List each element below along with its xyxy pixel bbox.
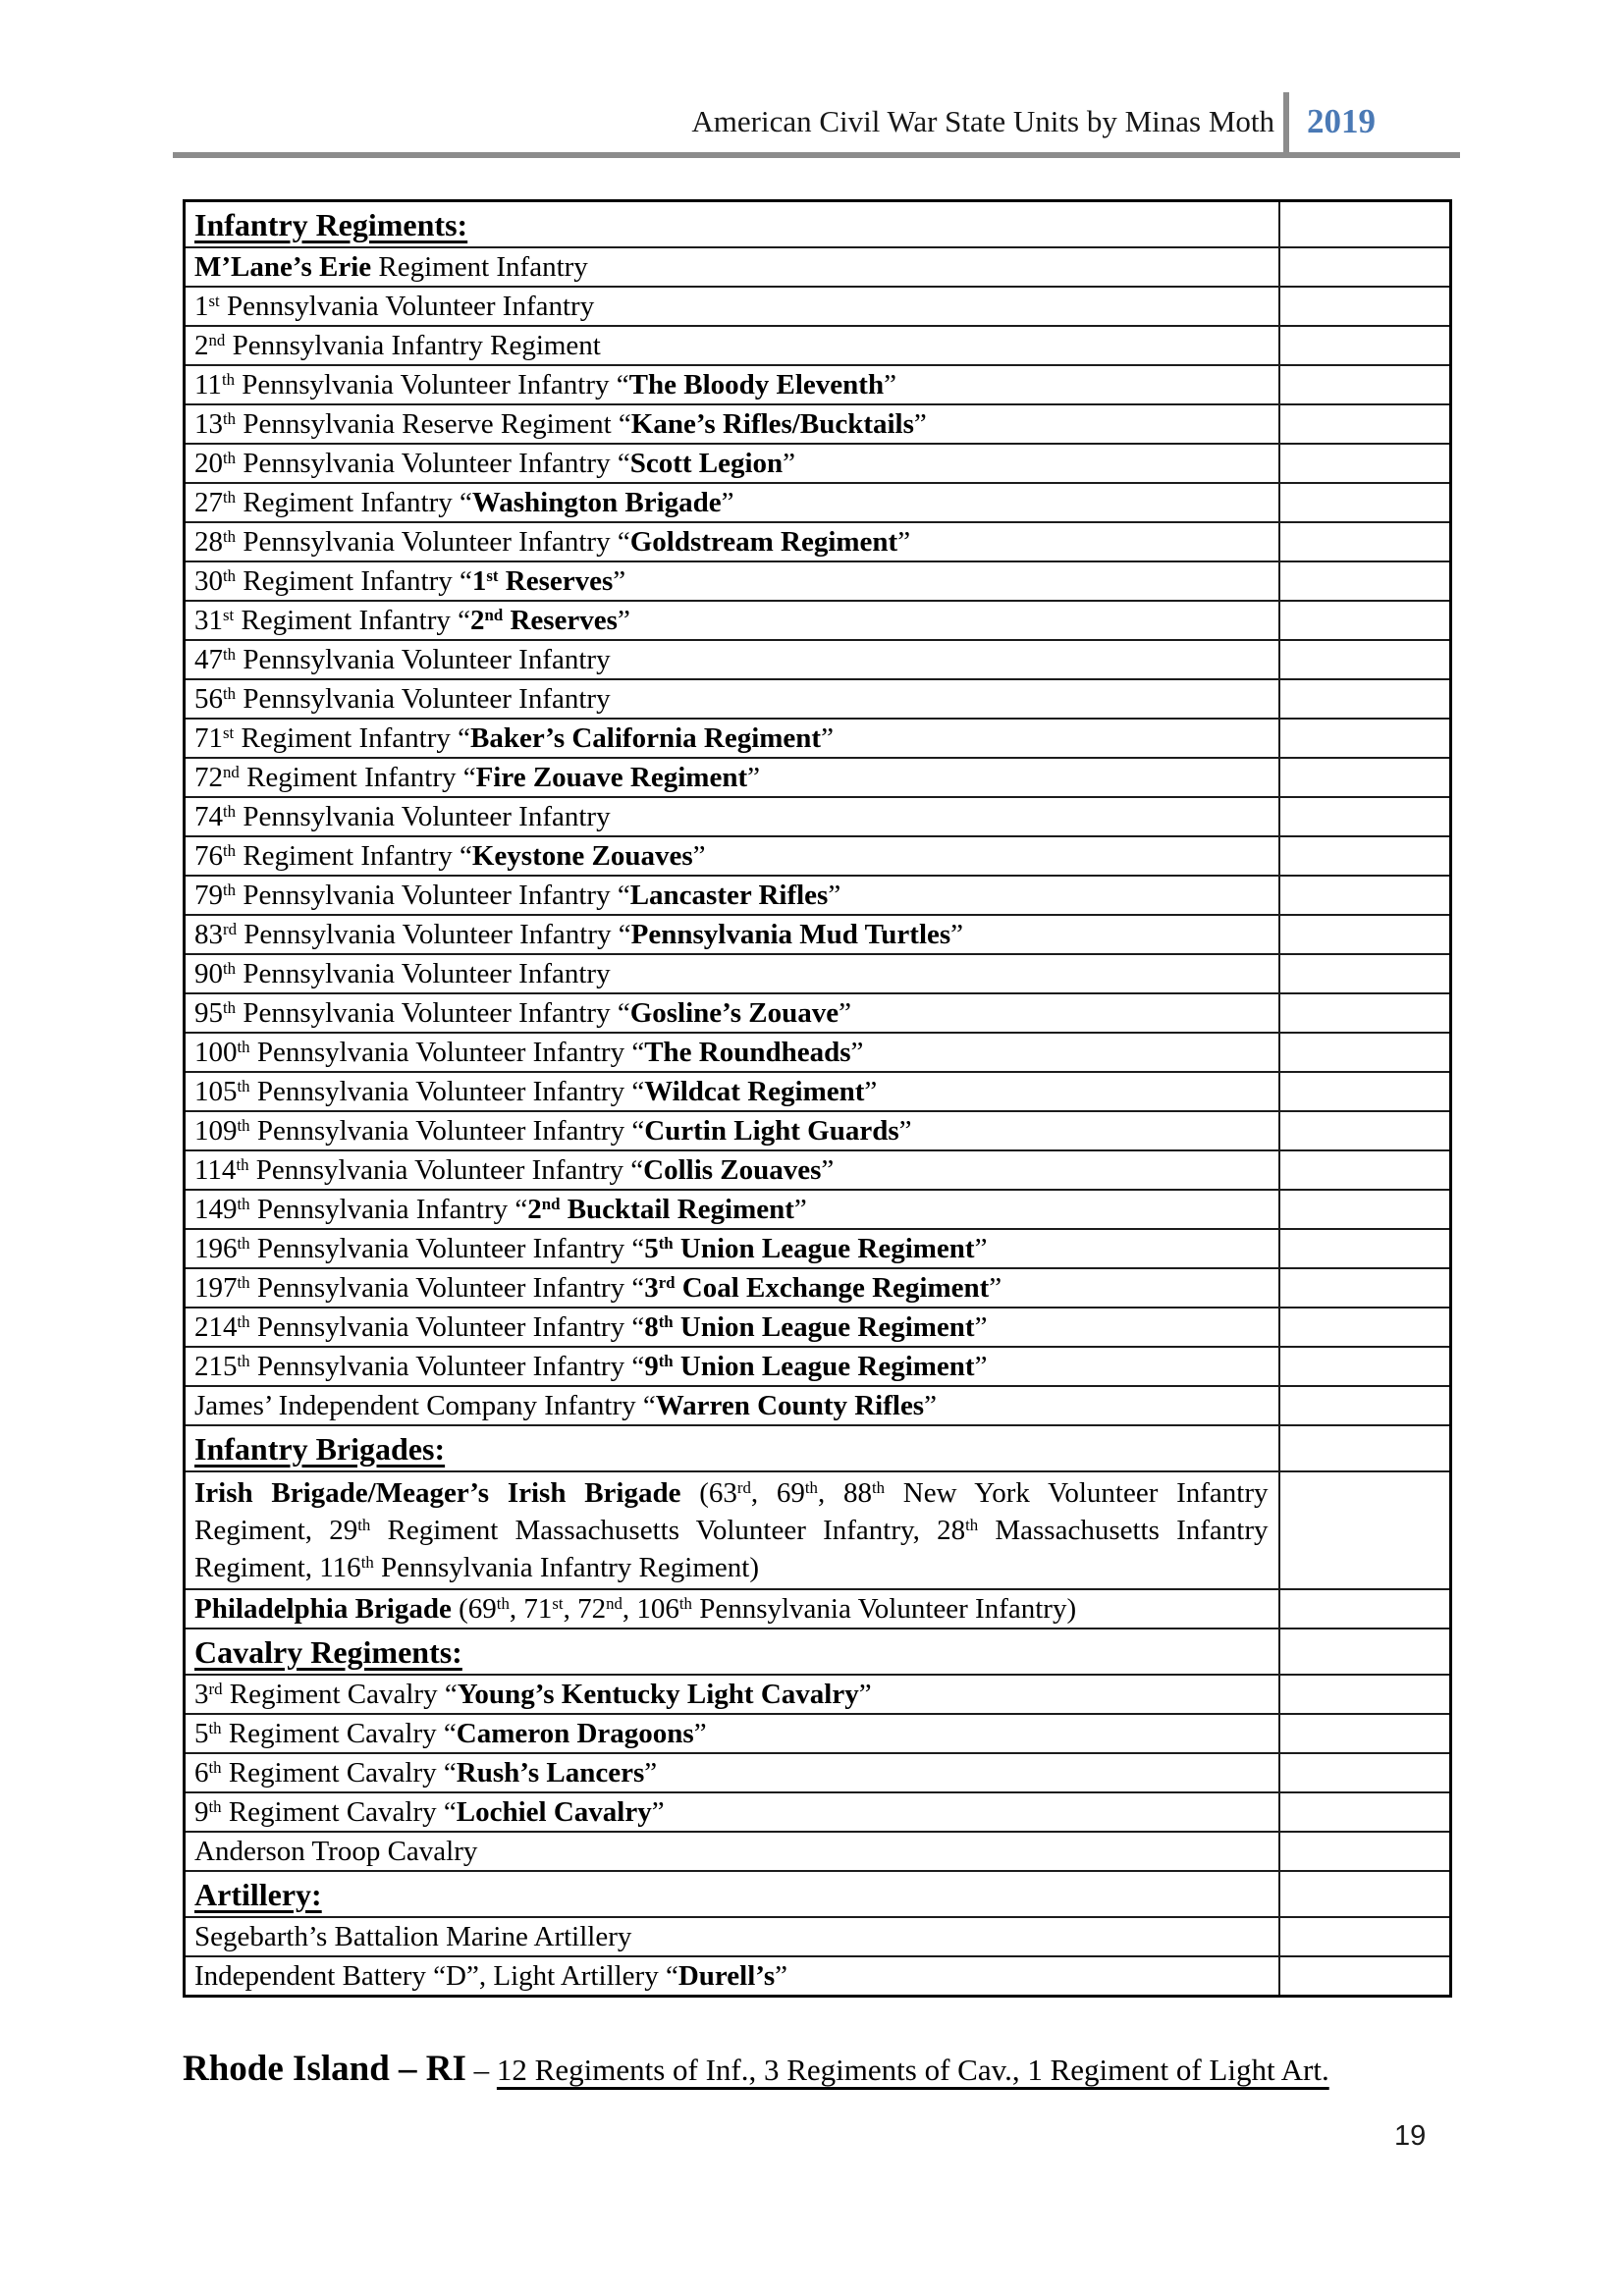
unit-name-cell: 56th Pennsylvania Volunteer Infantry (185, 679, 1279, 719)
unit-row (185, 915, 1451, 954)
unit-name-cell: Philadelphia Brigade (69th, 71st, 72nd, 106th Pennsylvania Volunteer Infantry) (185, 1589, 1279, 1629)
notes-cell (1279, 1150, 1451, 1190)
unit-name-cell: 5th Regiment Cavalry “Cameron Dragoons” (185, 1714, 1279, 1753)
notes-cell (1279, 1229, 1451, 1268)
notes-cell (1279, 1792, 1451, 1832)
notes-cell (1279, 876, 1451, 915)
notes-cell (1279, 326, 1451, 365)
unit-row (185, 1471, 1451, 1589)
unit-name-cell: 196th Pennsylvania Volunteer Infantry “5th Union League Regiment” (185, 1229, 1279, 1268)
unit-name-cell: Independent Battery “D”, Light Artillery “Durell’s” (185, 1956, 1279, 1997)
notes-cell (1279, 679, 1451, 719)
notes-cell (1279, 1425, 1451, 1471)
notes-cell (1279, 201, 1451, 248)
unit-name-cell: 109th Pennsylvania Volunteer Infantry “Curtin Light Guards” (185, 1111, 1279, 1150)
notes-cell (1279, 836, 1451, 876)
notes-cell (1279, 1471, 1451, 1589)
notes-cell (1279, 601, 1451, 640)
unit-row (185, 1111, 1451, 1150)
notes-cell (1279, 1714, 1451, 1753)
unit-name-cell: 215th Pennsylvania Volunteer Infantry “9th Union League Regiment” (185, 1347, 1279, 1386)
section-heading-cell (185, 1871, 1279, 1917)
unit-name-cell: Anderson Troop Cavalry (185, 1832, 1279, 1871)
unit-name-cell: 83rd Pennsylvania Volunteer Infantry “Pennsylvania Mud Turtles” (185, 915, 1279, 954)
state-name: Rhode Island – RI (183, 2049, 466, 2089)
notes-cell (1279, 797, 1451, 836)
unit-name-cell: Segebarth’s Battalion Marine Artillery (185, 1917, 1279, 1956)
unit-row (185, 1347, 1451, 1386)
state-units-summary: 12 Regiments of Inf., 3 Regiments of Cav., 1 Regiment of Light Art. (496, 2053, 1329, 2087)
notes-cell (1279, 287, 1451, 326)
notes-cell (1279, 247, 1451, 287)
unit-row (185, 836, 1451, 876)
notes-cell (1279, 444, 1451, 483)
unit-row (185, 719, 1451, 758)
unit-name-cell: 105th Pennsylvania Volunteer Infantry “Wildcat Regiment” (185, 1072, 1279, 1111)
section-heading-cell (185, 1629, 1279, 1675)
unit-name-cell: 79th Pennsylvania Volunteer Infantry “Lancaster Rifles” (185, 876, 1279, 915)
notes-cell (1279, 1347, 1451, 1386)
unit-name-cell: 100th Pennsylvania Volunteer Infantry “The Roundheads” (185, 1033, 1279, 1072)
notes-cell (1279, 1917, 1451, 1956)
unit-name-cell: 214th Pennsylvania Volunteer Infantry “8th Union League Regiment” (185, 1308, 1279, 1347)
unit-name-cell: 149th Pennsylvania Infantry “2nd Bucktail Regiment” (185, 1190, 1279, 1229)
notes-cell (1279, 915, 1451, 954)
notes-cell (1279, 522, 1451, 561)
unit-name-cell: 76th Regiment Infantry “Keystone Zouaves” (185, 836, 1279, 876)
unit-row (185, 993, 1451, 1033)
unit-row (185, 1268, 1451, 1308)
section-heading-label: Infantry Brigades: (194, 1430, 446, 1467)
unit-name-cell: 47th Pennsylvania Volunteer Infantry (185, 640, 1279, 679)
document-header-year: 2019 (1307, 102, 1376, 140)
unit-row (185, 444, 1451, 483)
unit-row (185, 287, 1451, 326)
notes-cell (1279, 1308, 1451, 1347)
unit-row (185, 876, 1451, 915)
section-row (185, 1629, 1451, 1675)
unit-row (185, 679, 1451, 719)
unit-row (185, 1190, 1451, 1229)
unit-row (185, 1917, 1451, 1956)
unit-row (185, 247, 1451, 287)
unit-row (185, 1714, 1451, 1753)
notes-cell (1279, 954, 1451, 993)
unit-row (185, 561, 1451, 601)
unit-row (185, 404, 1451, 444)
notes-cell (1279, 719, 1451, 758)
unit-name-cell: 1st Pennsylvania Volunteer Infantry (185, 287, 1279, 326)
unit-row (185, 1956, 1451, 1997)
header-rule (173, 152, 1460, 158)
unit-row (185, 640, 1451, 679)
unit-name-cell: 2nd Pennsylvania Infantry Regiment (185, 326, 1279, 365)
notes-cell (1279, 1386, 1451, 1425)
unit-row (185, 1386, 1451, 1425)
unit-row (185, 1229, 1451, 1268)
notes-cell (1279, 1629, 1451, 1675)
section-row (185, 1871, 1451, 1917)
section-heading-label: Artillery: (194, 1876, 322, 1912)
unit-name-cell: 197th Pennsylvania Volunteer Infantry “3rd Coal Exchange Regiment” (185, 1268, 1279, 1308)
document-header-title: American Civil War State Units by Minas Moth (691, 104, 1274, 138)
unit-name-cell: 28th Pennsylvania Volunteer Infantry “Goldstream Regiment” (185, 522, 1279, 561)
notes-cell (1279, 993, 1451, 1033)
page-number: 19 (1394, 2120, 1427, 2152)
unit-name-cell: M’Lane’s Erie Regiment Infantry (185, 247, 1279, 287)
notes-cell (1279, 1832, 1451, 1871)
notes-cell (1279, 640, 1451, 679)
notes-cell (1279, 758, 1451, 797)
notes-cell (1279, 1956, 1451, 1997)
notes-cell (1279, 1190, 1451, 1229)
notes-cell (1279, 1753, 1451, 1792)
unit-name-cell: 114th Pennsylvania Volunteer Infantry “Collis Zouaves” (185, 1150, 1279, 1190)
notes-cell (1279, 1589, 1451, 1629)
unit-name-cell: James’ Independent Company Infantry “Warren County Rifles” (185, 1386, 1279, 1425)
notes-cell (1279, 1871, 1451, 1917)
section-heading-cell (185, 201, 1279, 248)
unit-row (185, 954, 1451, 993)
unit-row (185, 326, 1451, 365)
unit-name-cell: 95th Pennsylvania Volunteer Infantry “Gosline’s Zouave” (185, 993, 1279, 1033)
unit-name-cell: 71st Regiment Infantry “Baker’s California Regiment” (185, 719, 1279, 758)
unit-row (185, 1072, 1451, 1111)
unit-row (185, 601, 1451, 640)
unit-row (185, 1150, 1451, 1190)
section-heading-label: Infantry Regiments: (194, 206, 468, 242)
unit-row (185, 1589, 1451, 1629)
unit-name-cell: 6th Regiment Cavalry “Rush’s Lancers” (185, 1753, 1279, 1792)
unit-name-cell: 13th Pennsylvania Reserve Regiment “Kane’s Rifles/Bucktails” (185, 404, 1279, 444)
section-heading-cell (185, 1425, 1279, 1471)
unit-table (183, 199, 1452, 1998)
unit-name-cell: 20th Pennsylvania Volunteer Infantry “Scott Legion” (185, 444, 1279, 483)
unit-row (185, 1792, 1451, 1832)
state-summary-line (183, 2048, 1329, 2090)
unit-row (185, 1753, 1451, 1792)
unit-row (185, 522, 1451, 561)
unit-name-cell: 72nd Regiment Infantry “Fire Zouave Regiment” (185, 758, 1279, 797)
notes-cell (1279, 1072, 1451, 1111)
unit-row (185, 1832, 1451, 1871)
header-divider-bar (1283, 92, 1289, 158)
notes-cell (1279, 1033, 1451, 1072)
unit-name-cell: 31st Regiment Infantry “2nd Reserves” (185, 601, 1279, 640)
unit-row (185, 1033, 1451, 1072)
unit-name-cell: 9th Regiment Cavalry “Lochiel Cavalry” (185, 1792, 1279, 1832)
unit-row (185, 1675, 1451, 1714)
unit-name-cell: 27th Regiment Infantry “Washington Brigade” (185, 483, 1279, 522)
section-row (185, 201, 1451, 248)
notes-cell (1279, 561, 1451, 601)
section-heading-label: Cavalry Regiments: (194, 1633, 462, 1670)
unit-row (185, 483, 1451, 522)
unit-name-cell: 30th Regiment Infantry “1st Reserves” (185, 561, 1279, 601)
unit-row (185, 797, 1451, 836)
notes-cell (1279, 1111, 1451, 1150)
notes-cell (1279, 483, 1451, 522)
unit-name-cell: 11th Pennsylvania Volunteer Infantry “The Bloody Eleventh” (185, 365, 1279, 404)
notes-cell (1279, 1675, 1451, 1714)
unit-name-cell: 3rd Regiment Cavalry “Young’s Kentucky Light Cavalry” (185, 1675, 1279, 1714)
unit-name-cell: Irish Brigade/Meager’s Irish Brigade (63rd, 69th, 88th New York Volunteer Infantry Regiment, 29th Regiment Massachusetts Volunteer Infantry, 28th Massachusetts Infantry Regiment, 116th Pennsylvania Infantry Regiment) (185, 1471, 1279, 1589)
notes-cell (1279, 404, 1451, 444)
unit-name-cell: 90th Pennsylvania Volunteer Infantry (185, 954, 1279, 993)
section-row (185, 1425, 1451, 1471)
unit-table-body (185, 201, 1451, 1997)
notes-cell (1279, 1268, 1451, 1308)
unit-row (185, 1308, 1451, 1347)
unit-row (185, 758, 1451, 797)
state-separator: – (465, 2053, 497, 2087)
notes-cell (1279, 365, 1451, 404)
unit-row (185, 365, 1451, 404)
unit-name-cell: 74th Pennsylvania Volunteer Infantry (185, 797, 1279, 836)
